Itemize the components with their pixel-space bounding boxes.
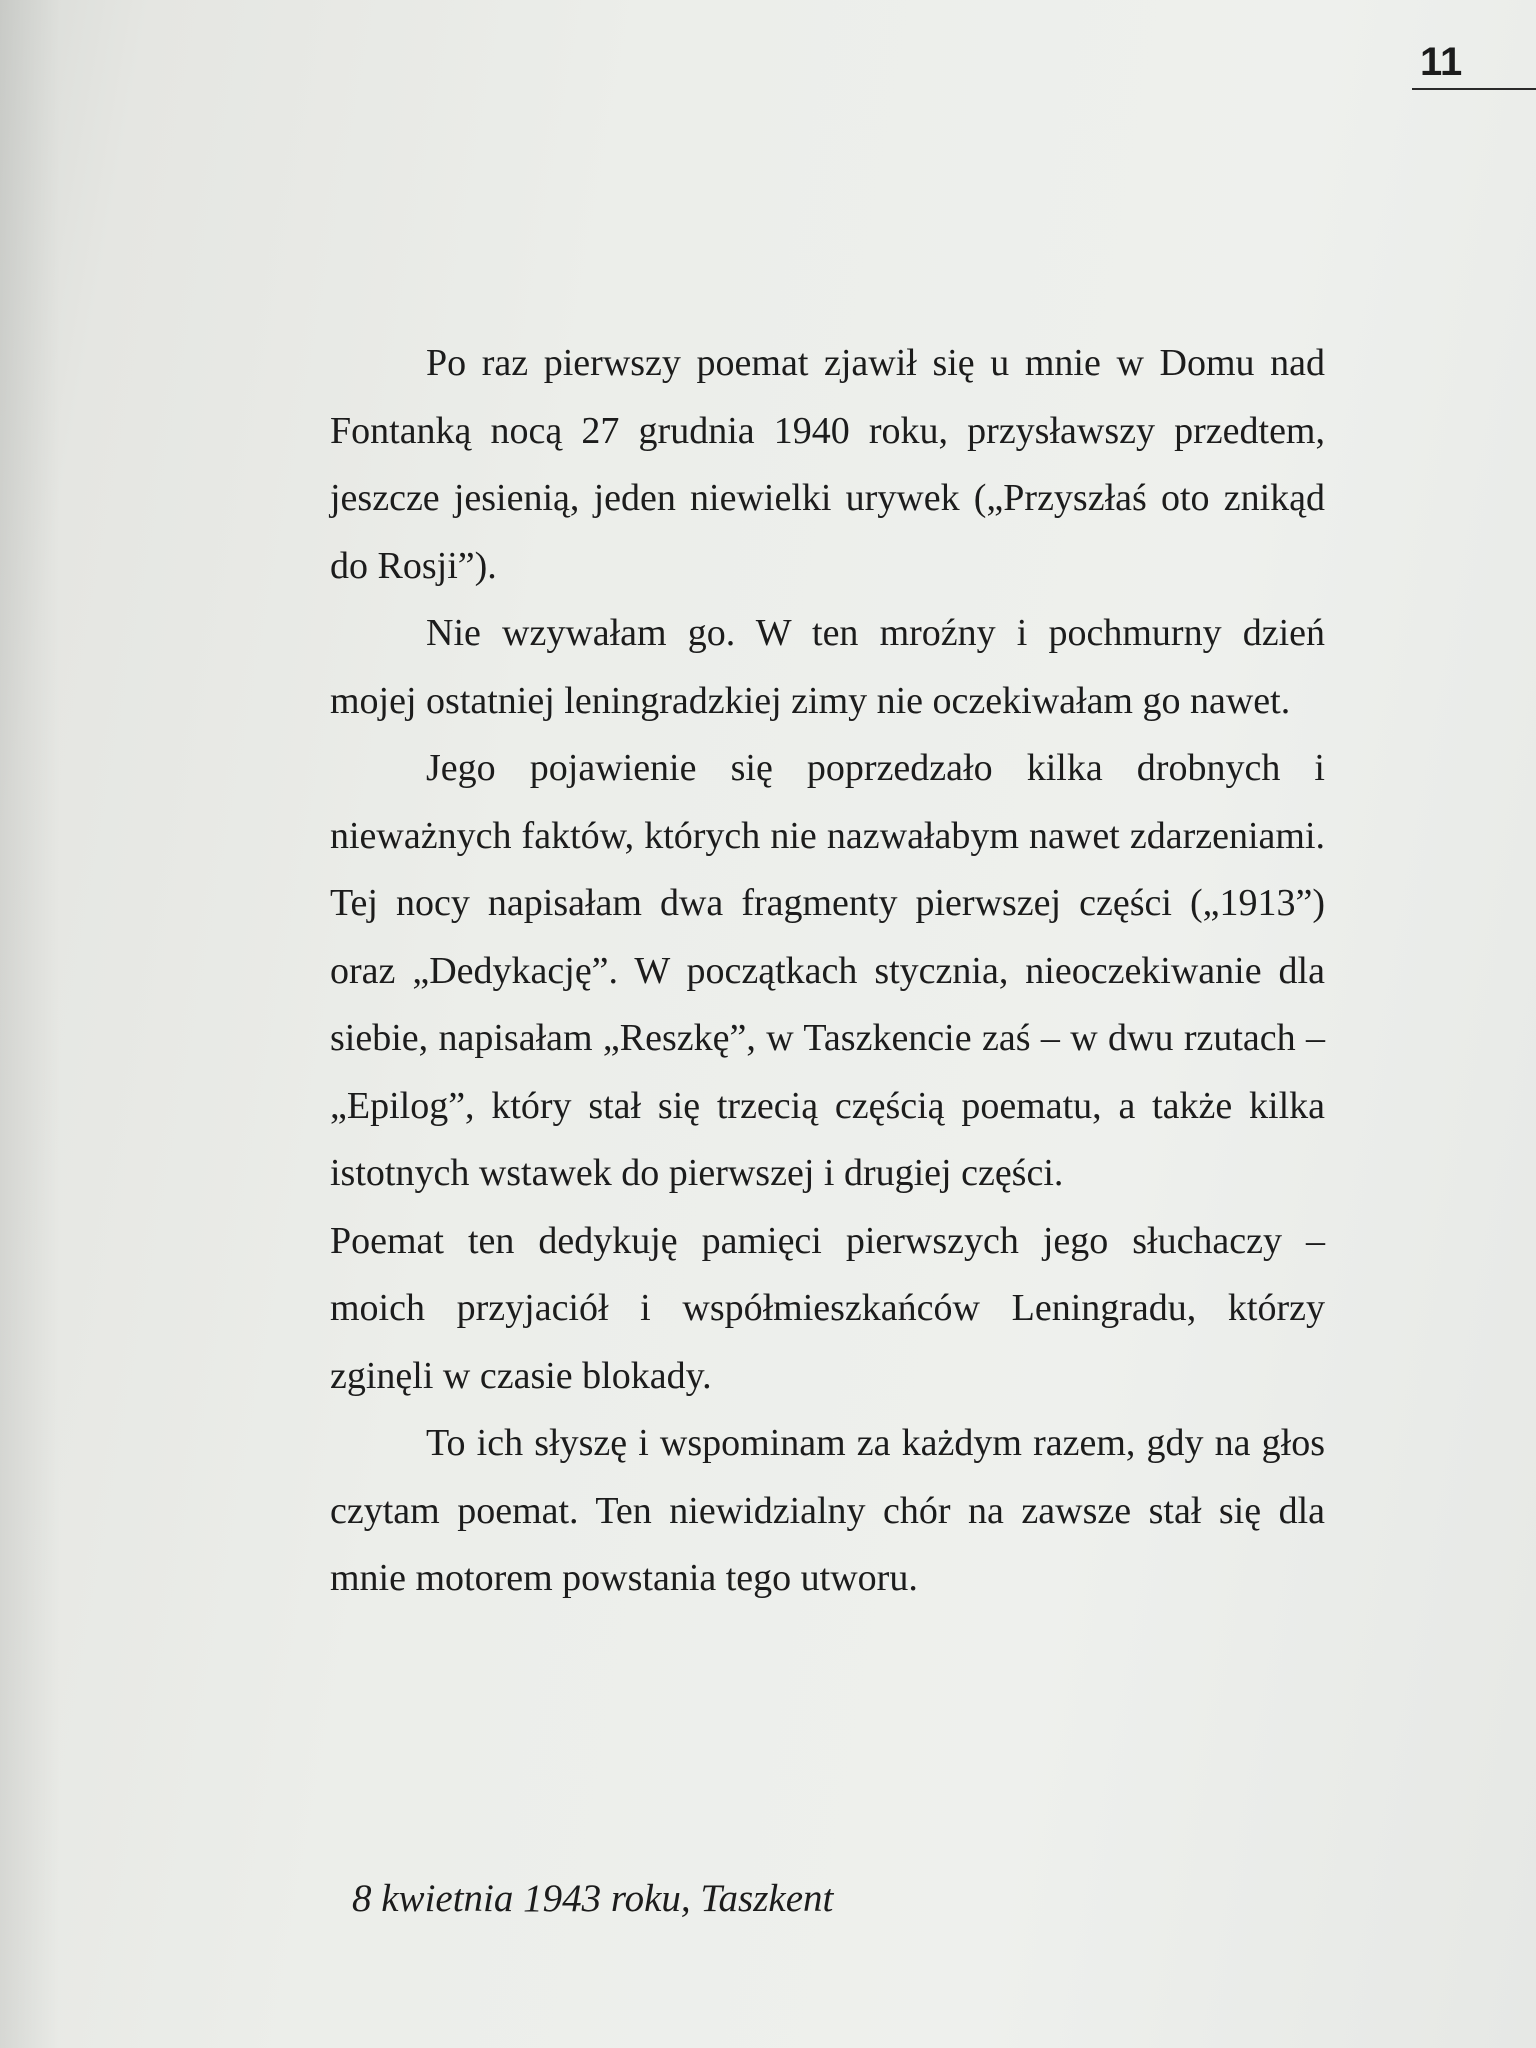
paragraph-1: Po raz pierwszy poemat zjawił się u mnie w Domu nad Fontanką nocą 27 grudnia 1940 roku, przysławszy przedtem, jeszcze jesienią, jeden niewielki urywek („Przyszłaś oto znikąd do Rosji”). <box>330 342 1325 587</box>
body-text <box>330 330 1325 1613</box>
paragraph-4: Poemat ten dedykuję pamięci pierwszych jego słuchaczy – moich przyjaciół i współmieszkańców Leningradu, którzy zginęli w czasie blokady. <box>330 1219 1325 1397</box>
date-place-signature: 8 kwietnia 1943 roku, Taszkent <box>352 1877 834 1920</box>
paragraph-3: Jego pojawienie się poprzedzało kilka drobnych i nieważnych faktów, których nie nazwałabym nawet zdarzeniami. Tej nocy napisałam dwa fragmenty pierwszej części („1913”) oraz „Dedykację”. W początkach stycznia, nieoczekiwanie dla siebie, napisałam „Reszkę”, w Taszkencie zaś – w dwu rzutach – „Epilog”, który stał się trzecią częścią poematu, a także kilka istotnych wstawek do pierwszej i drugiej części. <box>330 747 1325 1194</box>
page-number-rule <box>1412 88 1536 90</box>
paragraph-2: Nie wzywałam go. W ten mroźny i pochmurny dzień mojej ostatniej leningradzkiej zimy nie oczekiwałam go nawet. <box>330 612 1325 722</box>
paragraph-5: To ich słyszę i wspominam za każdym razem, gdy na głos czytam poemat. Ten niewidzialny chór na zawsze stał się dla mnie motorem powstania tego utworu. <box>330 1422 1325 1599</box>
page-number: 11 <box>1420 40 1463 84</box>
page-edge-shadow <box>0 0 60 2048</box>
